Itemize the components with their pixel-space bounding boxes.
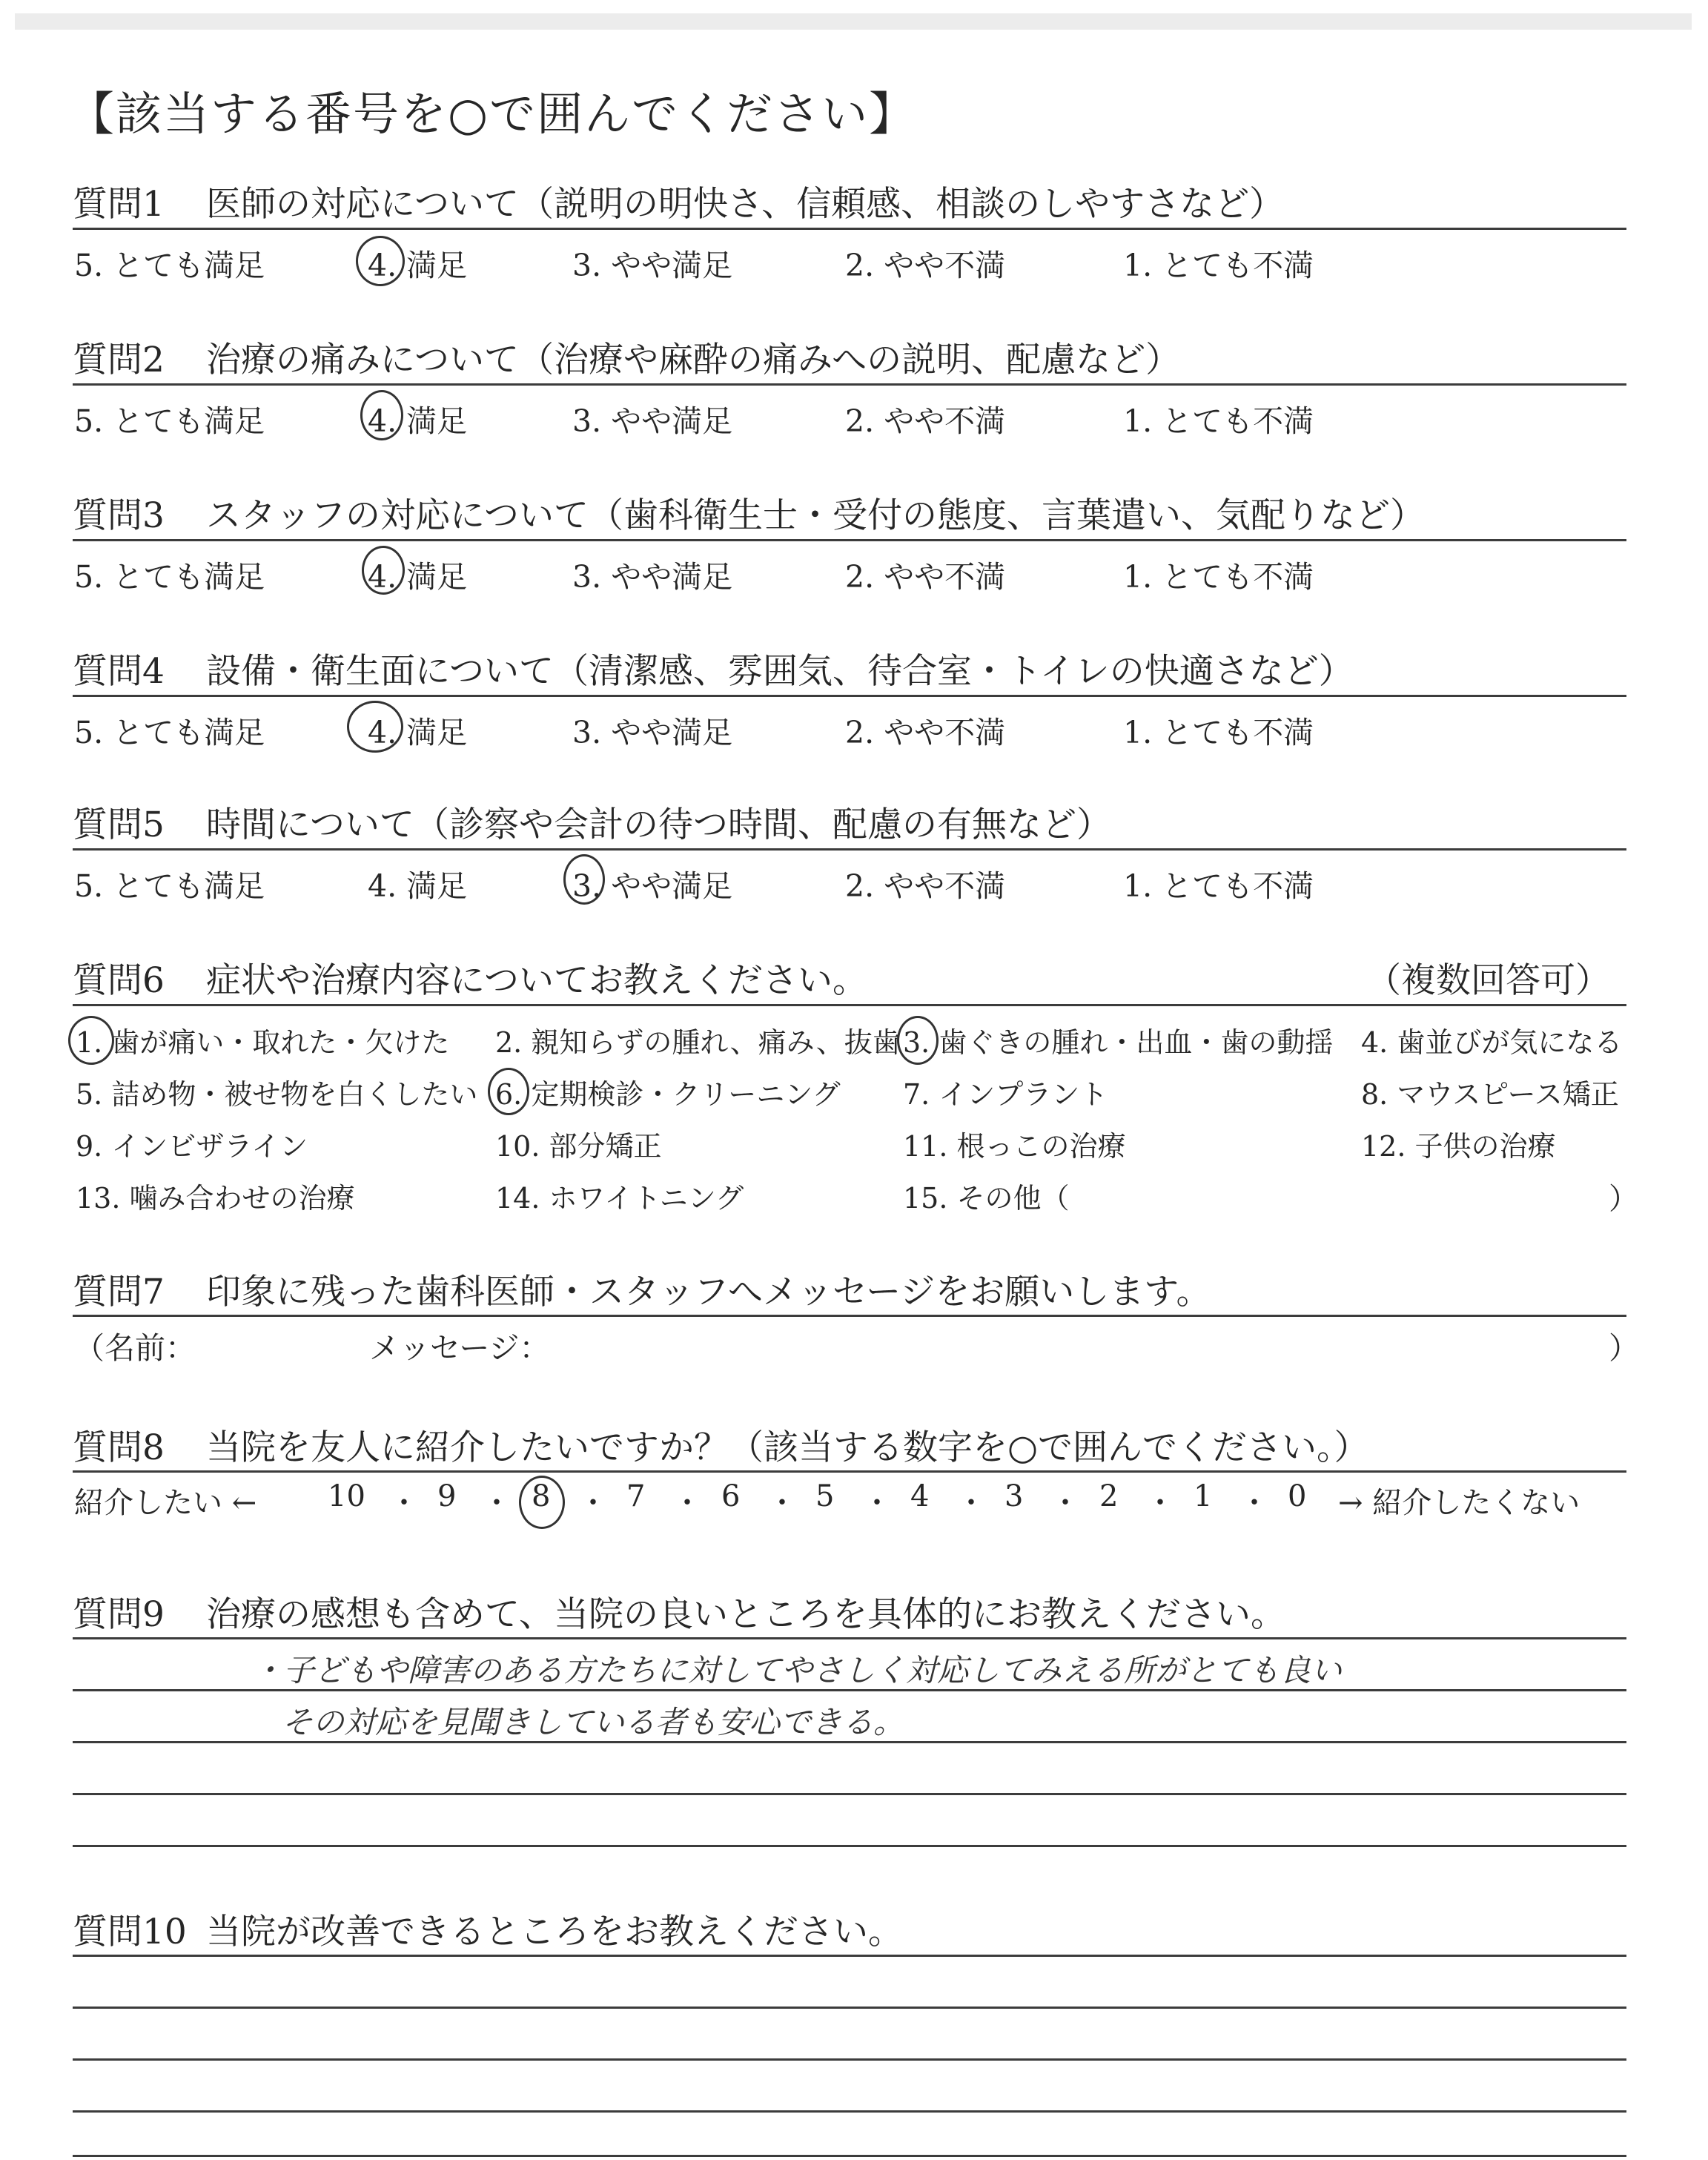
- close-paren: ）: [1609, 1330, 1639, 1366]
- question-underline: [73, 1315, 1626, 1317]
- q6-option[interactable]: 7. インプラント: [903, 1078, 1108, 1111]
- q6-option[interactable]: 1. 歯が痛い・取れた・欠けた: [76, 1026, 450, 1059]
- multiple-answer-note: （複数回答可）: [1366, 960, 1610, 1001]
- question-text: スタッフの対応について（歯科衛生士・受付の態度、言葉遣い、気配りなど）: [206, 495, 1426, 536]
- answer-line: [73, 2155, 1626, 2157]
- rating-option-2[interactable]: 2. やや不満: [845, 868, 1006, 904]
- question-text: 治療の感想も含めて、当院の良いところを具体的にお教えください。: [206, 1594, 1286, 1635]
- scale-separator: ・: [767, 1486, 797, 1520]
- q6-option[interactable]: 11. 根っこの治療: [903, 1130, 1126, 1163]
- scale-separator: ・: [1145, 1486, 1175, 1520]
- rating-option-2[interactable]: 2. やや不満: [845, 248, 1006, 283]
- question-text: 設備・衛生面について（清潔感、雰囲気、待合室・トイレの快適さなど）: [206, 651, 1354, 692]
- scale-separator: ・: [482, 1486, 512, 1520]
- question-3: [73, 488, 1425, 538]
- hand-circle-mark: [347, 701, 403, 753]
- q6-option[interactable]: 9. インビザライン: [76, 1130, 308, 1163]
- rating-option-3[interactable]: 3. やや満足: [572, 715, 733, 750]
- question-underline: [73, 228, 1626, 230]
- hand-circle-mark: [360, 390, 403, 440]
- q6-option[interactable]: 3. 歯ぐきの腫れ・出血・歯の動揺: [903, 1026, 1334, 1059]
- rating-option-3[interactable]: 3. やや満足: [572, 248, 733, 283]
- rating-option-3[interactable]: 3. やや満足: [572, 403, 733, 439]
- scale-value[interactable]: 0: [1288, 1479, 1307, 1513]
- question-text: 印象に残った歯科医師・スタッフへメッセージをお願いします。: [206, 1272, 1211, 1312]
- rating-option-2[interactable]: 2. やや不満: [845, 559, 1006, 595]
- scale-value[interactable]: 1: [1194, 1479, 1213, 1513]
- answer-line: [73, 1793, 1626, 1795]
- question-text: 当院を友人に紹介したいですか？（該当する数字を○で囲んでください。）: [206, 1427, 1369, 1468]
- scale-left-label: 紹介したい ←: [74, 1486, 257, 1520]
- answer-line: [73, 2007, 1626, 2009]
- question-number: 質問1: [73, 184, 165, 225]
- q6-option[interactable]: 4. 歯並びが気になる: [1361, 1026, 1623, 1059]
- scale-separator: ・: [1239, 1486, 1269, 1520]
- rating-options-q4: [74, 708, 1557, 750]
- answer-line: [73, 1637, 1626, 1639]
- answer-line: [73, 1845, 1626, 1847]
- rating-option-5[interactable]: 5. とても満足: [74, 559, 265, 595]
- question-number: 質問8: [73, 1427, 165, 1468]
- handwritten-answer-line-1: ・子どもや障害のある方たちに対してやさしく対応してみえる所がとても良い: [252, 1652, 1343, 1688]
- question-number: 質問6: [73, 960, 165, 1001]
- rating-option-2[interactable]: 2. やや不満: [845, 715, 1006, 750]
- close-paren: ）: [1609, 1182, 1638, 1216]
- scale-value[interactable]: 3: [1004, 1479, 1024, 1513]
- hand-circle-mark: [563, 854, 605, 905]
- rating-option-5[interactable]: 5. とても満足: [74, 715, 265, 750]
- answer-line: [73, 2110, 1626, 2113]
- question-number: 質問2: [73, 340, 165, 380]
- question-7: [73, 1264, 1211, 1314]
- q6-option[interactable]: 5. 詰め物・被せ物を白くしたい: [76, 1078, 478, 1111]
- scale-separator: ・: [578, 1486, 608, 1520]
- rating-option-2[interactable]: 2. やや不満: [845, 403, 1006, 439]
- question-underline: [73, 383, 1626, 386]
- rating-options-q2: [74, 397, 1557, 439]
- scale-value[interactable]: 10: [328, 1479, 365, 1513]
- question-8: [73, 1420, 1369, 1470]
- question-number: 質問9: [73, 1594, 165, 1635]
- question-text: 医師の対応について（説明の明快さ、信頼感、相談のしやすさなど）: [206, 184, 1285, 225]
- hand-circle-mark: [519, 1476, 565, 1529]
- name-field-label[interactable]: （名前：: [74, 1330, 196, 1366]
- message-field-label[interactable]: メッセージ：: [369, 1330, 550, 1366]
- scale-value[interactable]: 4: [910, 1479, 930, 1513]
- scale-separator: ・: [1050, 1486, 1080, 1520]
- page-title: 【該当する番号を○で囲んでください】: [68, 87, 917, 141]
- question-text: 症状や治療内容についてお教えください。: [206, 960, 868, 1001]
- question-underline: [73, 848, 1626, 851]
- rating-option-1[interactable]: 1. とても不満: [1123, 403, 1314, 439]
- q6-option[interactable]: 6. 定期検診・クリーニング: [495, 1078, 841, 1111]
- scale-separator: ・: [956, 1486, 986, 1520]
- rating-options-q3: [74, 552, 1557, 595]
- rating-options-q1: [74, 241, 1557, 283]
- scale-value[interactable]: 8: [532, 1479, 551, 1513]
- rating-option-4[interactable]: 4. 満足: [368, 559, 468, 595]
- q6-option[interactable]: 12. 子供の治療: [1361, 1130, 1556, 1163]
- scale-value[interactable]: 7: [626, 1479, 646, 1513]
- scale-value[interactable]: 2: [1099, 1479, 1119, 1513]
- question-number: 質問3: [73, 495, 165, 536]
- answer-line: [73, 1689, 1626, 1691]
- question-number: 質問4: [73, 651, 165, 692]
- scale-separator: ・: [389, 1486, 419, 1520]
- scale-value[interactable]: 5: [815, 1479, 835, 1513]
- question-4: [73, 644, 1354, 693]
- question-1: [73, 176, 1284, 226]
- scale-value[interactable]: 9: [437, 1479, 457, 1513]
- q6-option[interactable]: 13. 噛み合わせの治療: [76, 1182, 355, 1215]
- rating-option-5[interactable]: 5. とても満足: [74, 403, 265, 439]
- rating-option-4[interactable]: 4. 満足: [368, 868, 468, 904]
- rating-option-1[interactable]: 1. とても不満: [1123, 868, 1314, 904]
- question-9: [73, 1587, 1285, 1636]
- rating-option-4[interactable]: 4. 満足: [368, 403, 468, 439]
- scan-top-edge: [15, 13, 1692, 30]
- scale-right-label: → 紹介したくない: [1338, 1486, 1580, 1520]
- handwritten-answer-line-2: その対応を見聞きしている者も安心できる。: [282, 1704, 905, 1740]
- question-10: [73, 1904, 903, 1954]
- hand-circle-mark: [68, 1016, 114, 1065]
- question-number: 質問5: [73, 805, 165, 845]
- question-underline: [73, 1470, 1626, 1473]
- question-underline: [73, 695, 1626, 697]
- scale-value[interactable]: 6: [721, 1479, 741, 1513]
- question-text: 時間について（診察や会計の待つ時間、配慮の有無など）: [206, 805, 1112, 845]
- q6-option[interactable]: 8. マウスピース矯正: [1361, 1078, 1619, 1111]
- rating-option-1[interactable]: 1. とても不満: [1123, 715, 1314, 750]
- rating-option-1[interactable]: 1. とても不満: [1123, 248, 1314, 283]
- answer-line: [73, 2058, 1626, 2061]
- answer-line: [73, 1955, 1626, 1957]
- question-6: [73, 953, 1610, 1003]
- rating-option-5[interactable]: 5. とても満足: [74, 248, 265, 283]
- q7-fields: [74, 1324, 1639, 1366]
- hand-circle-mark: [488, 1068, 529, 1115]
- question-underline: [73, 539, 1626, 541]
- question-number: 質問7: [73, 1272, 165, 1312]
- hand-circle-mark: [897, 1016, 939, 1065]
- rating-option-4[interactable]: 4. 満足: [368, 715, 468, 750]
- question-number: 質問10: [73, 1912, 187, 1952]
- question-5: [73, 797, 1111, 847]
- answer-line: [73, 1741, 1626, 1743]
- rating-option-5[interactable]: 5. とても満足: [74, 868, 265, 904]
- question-text: 治療の痛みについて（治療や麻酔の痛みへの説明、配慮など）: [206, 340, 1181, 380]
- q6-option[interactable]: 2. 親知らずの腫れ、痛み、抜歯: [495, 1026, 901, 1059]
- question-underline: [73, 1004, 1626, 1006]
- q6-option[interactable]: 14. ホワイトニング: [495, 1182, 744, 1215]
- question-2: [73, 332, 1180, 382]
- rating-options-q5: [74, 862, 1557, 904]
- hand-circle-mark: [362, 546, 405, 595]
- question-text: 当院が改善できるところをお教えください。: [206, 1912, 903, 1952]
- rating-option-4[interactable]: 4. 満足: [368, 248, 468, 283]
- q6-option[interactable]: 15. その他（: [903, 1182, 1070, 1215]
- scale-separator: ・: [672, 1486, 702, 1520]
- rating-option-3[interactable]: 3. やや満足: [572, 559, 733, 595]
- rating-option-1[interactable]: 1. とても不満: [1123, 559, 1314, 595]
- scale-separator: ・: [862, 1486, 892, 1520]
- rating-option-3[interactable]: 3. やや満足: [572, 868, 733, 904]
- q6-option[interactable]: 10. 部分矯正: [495, 1130, 662, 1163]
- hand-circle-mark: [356, 236, 405, 286]
